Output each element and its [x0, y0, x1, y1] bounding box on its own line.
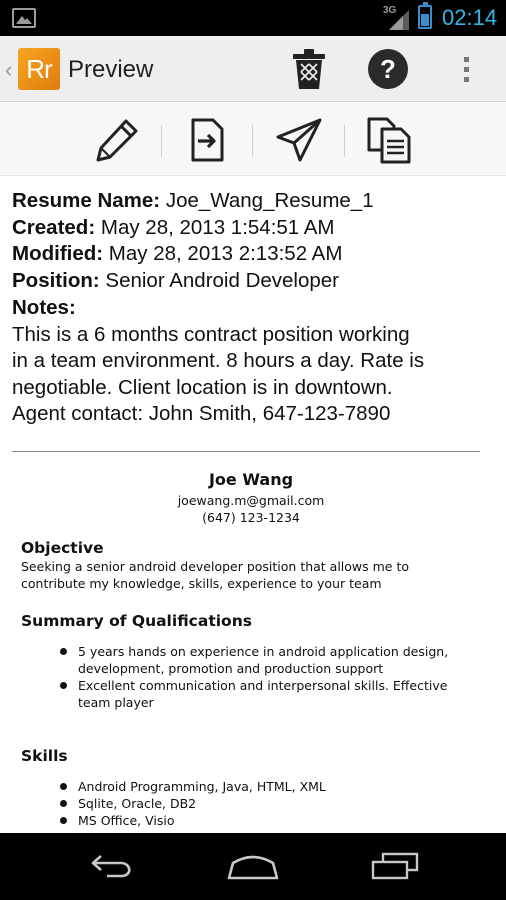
gallery-icon — [12, 8, 36, 28]
help-button[interactable] — [366, 47, 410, 91]
notes-line: Agent contact: John Smith, 647-123-7890 — [12, 402, 391, 426]
send-icon[interactable] — [274, 115, 324, 165]
network-type-label: 3G — [383, 5, 397, 16]
resume-name-row — [12, 188, 496, 215]
list-item — [58, 677, 481, 711]
signal-icon — [387, 8, 411, 30]
candidate-email: joewang.m@gmail.com — [177, 493, 325, 508]
list-item: Android Programming, Java, HTML, XML — [58, 778, 481, 795]
notes-label-row — [12, 295, 496, 322]
position-row — [12, 268, 496, 295]
copy-icon[interactable] — [364, 115, 414, 165]
app-logo[interactable]: Rr — [18, 48, 60, 90]
created-value: May 28, 2013 1:54:51 AM — [100, 215, 335, 239]
resume-metadata — [12, 188, 496, 428]
toolbar-divider — [161, 125, 162, 157]
created-label: Created: — [12, 215, 96, 239]
resume-document — [21, 468, 481, 829]
modified-value: May 28, 2013 2:13:52 AM — [108, 242, 343, 266]
notes-text — [12, 322, 496, 428]
action-bar — [0, 36, 506, 102]
notes-line: in a team environment. 8 hours a day. Rate is — [12, 349, 425, 373]
modified-row — [12, 241, 496, 268]
toolbar-divider — [252, 125, 253, 157]
page-title: Preview — [68, 56, 154, 83]
toolbar-divider — [344, 125, 345, 157]
home-icon[interactable] — [223, 849, 283, 883]
list-item: Sqlite, Oracle, DB2 — [58, 795, 481, 812]
preview-content[interactable] — [0, 176, 506, 833]
recent-apps-icon[interactable] — [365, 849, 425, 883]
edit-pencil-icon[interactable] — [92, 115, 142, 165]
list-item-line: team player — [78, 695, 154, 710]
list-item-line: 5 years hands on experience in android application design, — [78, 644, 449, 659]
skills-heading: Skills — [21, 747, 68, 765]
notes-label: Notes: — [12, 295, 76, 319]
position-label: Position: — [12, 269, 100, 293]
resume-name-label: Resume Name: — [12, 189, 161, 212]
overflow-menu-icon[interactable] — [444, 47, 488, 91]
delete-trash-icon[interactable] — [287, 47, 331, 91]
section-divider — [12, 451, 480, 452]
navigation-bar — [0, 833, 506, 900]
candidate-name: Joe Wang — [208, 470, 294, 489]
position-value: Senior Android Developer — [105, 269, 340, 293]
list-item: MS Office, Visio — [58, 812, 481, 829]
objective-line: Seeking a senior android developer position that allows me to — [21, 559, 410, 574]
summary-heading: Summary of Qualifications — [21, 612, 252, 630]
notes-line: This is a 6 months contract position working — [12, 322, 410, 346]
modified-label: Modified: — [12, 242, 104, 266]
objective-heading: Objective — [21, 539, 104, 557]
skills-list — [21, 778, 481, 829]
clock-time: 02:14 — [442, 5, 498, 30]
battery-icon — [418, 5, 432, 29]
summary-list — [21, 643, 481, 711]
candidate-phone: (647) 123-1234 — [202, 510, 300, 525]
notes-line: negotiable. Client location is in downtown. — [12, 375, 393, 399]
status-bar — [0, 0, 506, 36]
help-icon: ? — [368, 49, 408, 89]
up-navigation-caret-icon[interactable]: ‹ — [5, 57, 13, 82]
export-file-icon[interactable] — [182, 115, 232, 165]
list-item-line: development, promotion and production support — [78, 661, 384, 676]
list-item — [58, 643, 481, 677]
toolbar — [0, 103, 506, 176]
list-item-line: Excellent communication and interpersonal skills. Effective — [78, 678, 448, 693]
created-row — [12, 215, 496, 242]
back-icon[interactable] — [82, 849, 142, 883]
resume-name-value: Joe_Wang_Resume_1 — [165, 189, 374, 212]
objective-line: contribute my knowledge, skills, experience to your team — [21, 576, 382, 591]
